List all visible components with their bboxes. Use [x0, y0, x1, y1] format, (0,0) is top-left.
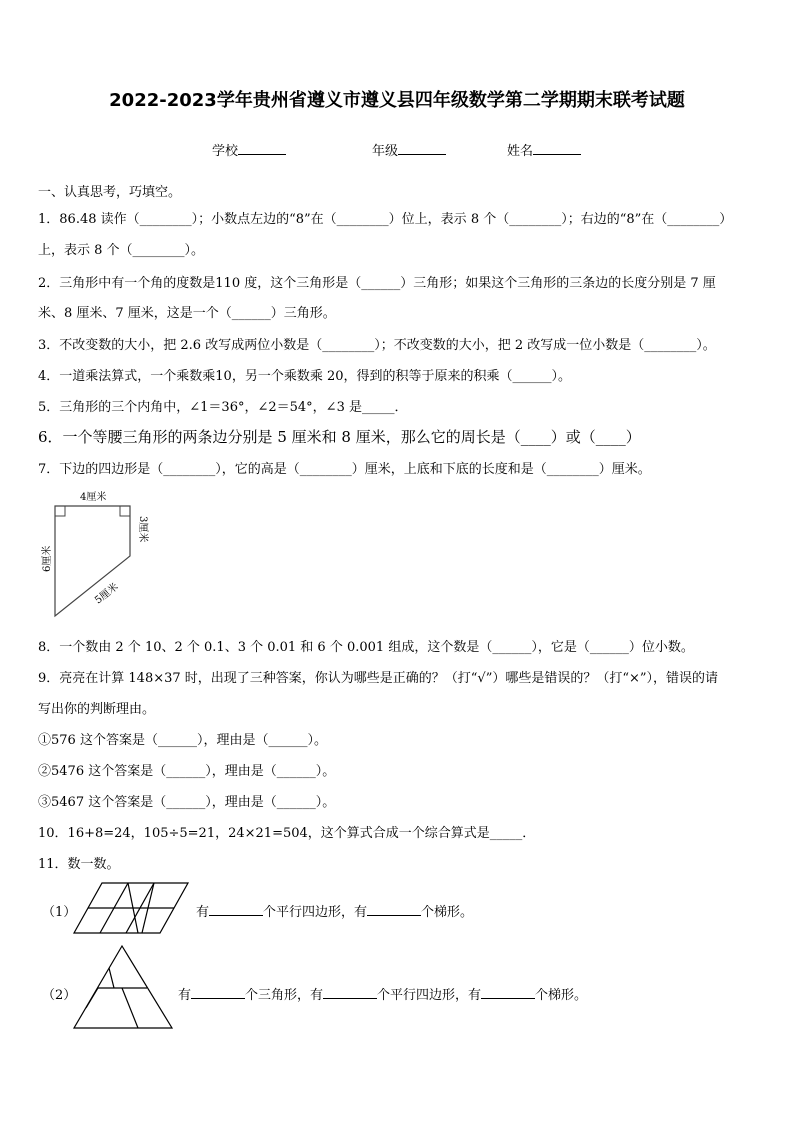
q11-2-blank-3[interactable]: [481, 986, 535, 999]
trapezoid-shape: [55, 506, 130, 616]
q11-part-2-label: （2）: [42, 988, 77, 1003]
grade-field: [372, 140, 446, 159]
q11-1-text-a: 有: [196, 905, 210, 920]
triangle-figure: [72, 942, 176, 1034]
page-title: 2022-2023学年贵州省遵义市遵义县四年级数学第二学期期末联考试题: [109, 90, 685, 111]
school-field: [212, 140, 286, 159]
question-4: 4．一道乘法算式，一个乘数乘10，另一个乘数乘 20，得到的积等于原来的积乘（______）。: [38, 369, 571, 384]
grade-label: 年级: [372, 144, 399, 159]
left-side-label: 6厘米: [42, 545, 53, 572]
name-blank[interactable]: [533, 142, 581, 155]
right-angle-mark-right: [120, 506, 130, 516]
name-label: 姓名: [507, 144, 534, 159]
question-7: 7．下边的四边形是（________），它的高是（________）厘米，上底和下底的长度和是（________）厘米。: [38, 462, 651, 477]
right-angle-mark-left: [55, 506, 65, 516]
q11-2-blank-1[interactable]: [191, 986, 245, 999]
inner-line-3: [86, 988, 98, 1008]
question-3: 3．不改变数的大小，把 2.6 改写成两位小数是（________）；不改变数的大小，把 2 改写成一位小数是（________）。: [38, 338, 716, 353]
right-side-label: 3厘米: [137, 516, 148, 543]
question-1-line-2: 上，表示 8 个（________）。: [38, 243, 205, 258]
question-2-line-1: 2．三角形中有一个角的度数是110 度，这个三角形是（______）三角形；如果这个三角形的三条边的长度分别是 7 厘: [38, 276, 716, 291]
q11-part-1-text: [196, 901, 473, 920]
question-9-line-1: 9．亮亮在计算 148×37 时，出现了三种答案，你认为哪些是正确的？（打“√”）哪些是错误的？（打“×”），错误的请: [38, 671, 719, 686]
q11-1-blank-2[interactable]: [367, 903, 421, 916]
question-9-item-1: ①576 这个答案是（______），理由是（______）。: [38, 733, 327, 748]
school-label: 学校: [212, 144, 239, 159]
question-11: 11．数一数。: [38, 857, 120, 872]
name-field: [507, 140, 581, 159]
q11-2-text-b: 个三角形，有: [245, 988, 324, 1003]
question-9-line-2: 写出你的判断理由。: [38, 702, 156, 717]
parallelogram-figure: [70, 878, 194, 940]
question-9-item-2: ②5476 这个答案是（______），理由是（______）。: [38, 764, 336, 779]
question-6: 6．一个等腰三角形的两条边分别是 5 厘米和 8 厘米，那么它的周长是（____）或（____）: [38, 428, 641, 446]
q11-part-1-label: （1）: [42, 905, 77, 920]
inner-line-2: [122, 988, 138, 1028]
q11-part-2-text: [178, 984, 587, 1003]
trapezoid-figure: [30, 488, 160, 618]
question-8: 8．一个数由 2 个 10、2 个 0.1、3 个 0.01 和 6 个 0.001 组成，这个数是（______），它是（______）位小数。: [38, 640, 694, 655]
question-5: 5．三角形的三个内角中，∠1＝36°，∠2＝54°，∠3 是_____．: [38, 400, 408, 415]
school-blank[interactable]: [238, 142, 286, 155]
q11-2-text-a: 有: [178, 988, 192, 1003]
outer-triangle: [74, 946, 172, 1028]
q11-1-blank-1[interactable]: [209, 903, 263, 916]
question-10: 10．16+8=24，105÷5=21，24×21=504，这个算式合成一个综合算式是_____．: [38, 826, 536, 841]
top-side-label: 4厘米: [80, 492, 107, 503]
q11-2-blank-2[interactable]: [323, 986, 377, 999]
grade-blank[interactable]: [398, 142, 446, 155]
question-1-line-1: 1．86.48 读作（________）；小数点左边的“8”在（________）位上，表示 8 个（________）；右边的“8”在（________）: [38, 212, 733, 227]
q11-2-text-d: 个梯形。: [535, 988, 588, 1003]
question-2-line-2: 米、8 厘米、7 厘米，这是一个（______）三角形。: [38, 306, 336, 321]
q11-1-text-c: 个梯形。: [421, 905, 474, 920]
inner-line-1: [109, 968, 114, 988]
q11-2-text-c: 个平行四边形，有: [377, 988, 482, 1003]
slant-side-label: 5厘米: [93, 581, 121, 607]
question-9-item-3: ③5467 这个答案是（______），理由是（______）。: [38, 795, 336, 810]
section-heading: 一、认真思考，巧填空。: [38, 185, 182, 200]
q11-1-text-b: 个平行四边形，有: [263, 905, 368, 920]
